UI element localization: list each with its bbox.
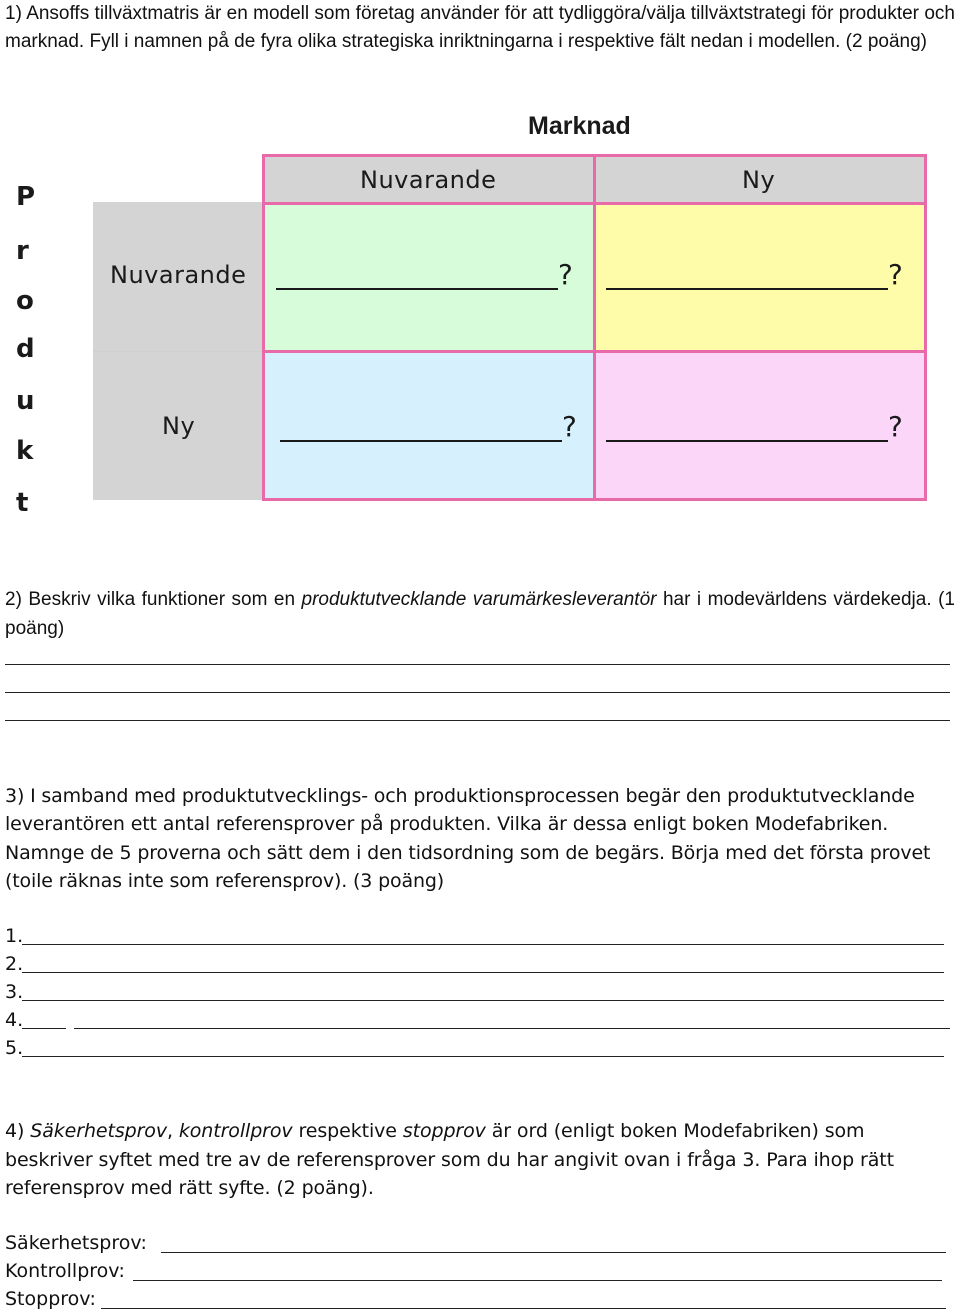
q3-answer-line[interactable] <box>22 972 944 973</box>
q3-answer-line[interactable] <box>74 1028 950 1029</box>
sakerhetsprov-answer-line[interactable] <box>161 1252 946 1253</box>
produkt-letter: t <box>16 488 29 518</box>
quadrant-new-new[interactable] <box>593 350 927 501</box>
q3-answer-line[interactable] <box>22 1000 944 1001</box>
q4-term-stopprov: stopprov <box>402 1120 486 1142</box>
produkt-letter: d <box>16 334 35 364</box>
produkt-letter: o <box>16 286 34 316</box>
question-4-text <box>5 1117 955 1203</box>
blank-question-mark: ? <box>562 410 577 443</box>
blank-question-mark: ? <box>888 258 903 291</box>
kontrollprov-label: Kontrollprov: <box>5 1260 125 1282</box>
blank-question-mark: ? <box>558 258 573 291</box>
quadrant-new-product-existing-market[interactable] <box>262 350 596 501</box>
answer-blank-line <box>606 288 888 290</box>
q3-answer-line[interactable] <box>22 1056 944 1057</box>
produkt-letter: r <box>16 236 29 266</box>
q3-answer-line[interactable] <box>22 1028 66 1029</box>
quadrant-existing-existing[interactable] <box>262 202 596 353</box>
q2-italic-term: produktutvecklande varumärkesleverantör <box>301 589 657 610</box>
q3-item-number: 2. <box>5 953 24 975</box>
sakerhetsprov-label: Säkerhetsprov: <box>5 1232 147 1254</box>
question-3-text: 3) I samband med produktutvecklings- och produktionsprocessen begär den produktutvecklande leverantören ett antal referensprover på produkten. Vilka är dessa enligt boken Modefabriken. Namnge de 5 proverna och sätt dem i den tidsordning som de begärs. Börja med det första provet (toile räknas inte som referensprov). (3 poäng) <box>5 785 931 892</box>
answer-blank-line <box>280 440 562 442</box>
answer-blank-line <box>606 440 888 442</box>
row-header-ny-label: Ny <box>162 412 196 440</box>
answer-blank-line <box>276 288 558 290</box>
q4-text-part: , <box>166 1120 179 1142</box>
marknad-label: Marknad <box>528 112 631 140</box>
quadrant-existing-product-new-market[interactable] <box>593 202 927 353</box>
q4-text-part: respektive <box>292 1120 403 1142</box>
question-1-text: 1) Ansoffs tillväxtmatris är en modell som företag använder för att tydliggöra/välja tillväxtstrategi för produkter och marknad. Fyll i namnen på de fyra olika strategiska inriktningarna i respektive fält nedan i modellen. (2 poäng) <box>5 3 955 52</box>
q4-text-part: är ord (enligt boken Modefabriken) som beskriver syftet med tre av de referensprover som du har angivit ovan i fråga 3. Para ihop rätt referensprov med rätt syfte. (2 poäng). <box>5 1120 894 1199</box>
q3-item-number: 1. <box>5 925 24 947</box>
q2-answer-line[interactable] <box>5 664 950 665</box>
produkt-letter: k <box>16 436 34 466</box>
col-header-ny-label: Ny <box>742 166 776 194</box>
stopprov-label: Stopprov: <box>5 1288 96 1310</box>
q3-item-number: 4. <box>5 1009 24 1031</box>
q4-term-sakerhetsprov: Säkerhetsprov <box>30 1120 167 1142</box>
q3-item-number: 3. <box>5 981 24 1003</box>
q4-text-part: 4) <box>5 1120 31 1142</box>
q3-item-number: 5. <box>5 1037 24 1059</box>
blank-question-mark: ? <box>888 410 903 443</box>
q2-answer-line[interactable] <box>5 720 950 721</box>
q2-prefix: 2) Beskriv vilka funktioner som en <box>5 589 302 610</box>
col-header-nuvarande-label: Nuvarande <box>360 166 497 194</box>
question-2-text <box>5 586 955 643</box>
q3-answer-line[interactable] <box>22 944 944 945</box>
stopprov-answer-line[interactable] <box>101 1308 946 1309</box>
q2-answer-line[interactable] <box>5 692 950 693</box>
produkt-letter: u <box>16 386 35 416</box>
kontrollprov-answer-line[interactable] <box>133 1280 942 1281</box>
row-header-nuvarande-label: Nuvarande <box>110 261 247 289</box>
produkt-letter: P <box>16 182 36 212</box>
q2-suffix: har i modevärldens värdekedja. (1 poäng) <box>5 589 955 639</box>
q4-term-kontrollprov: kontrollprov <box>178 1120 293 1142</box>
